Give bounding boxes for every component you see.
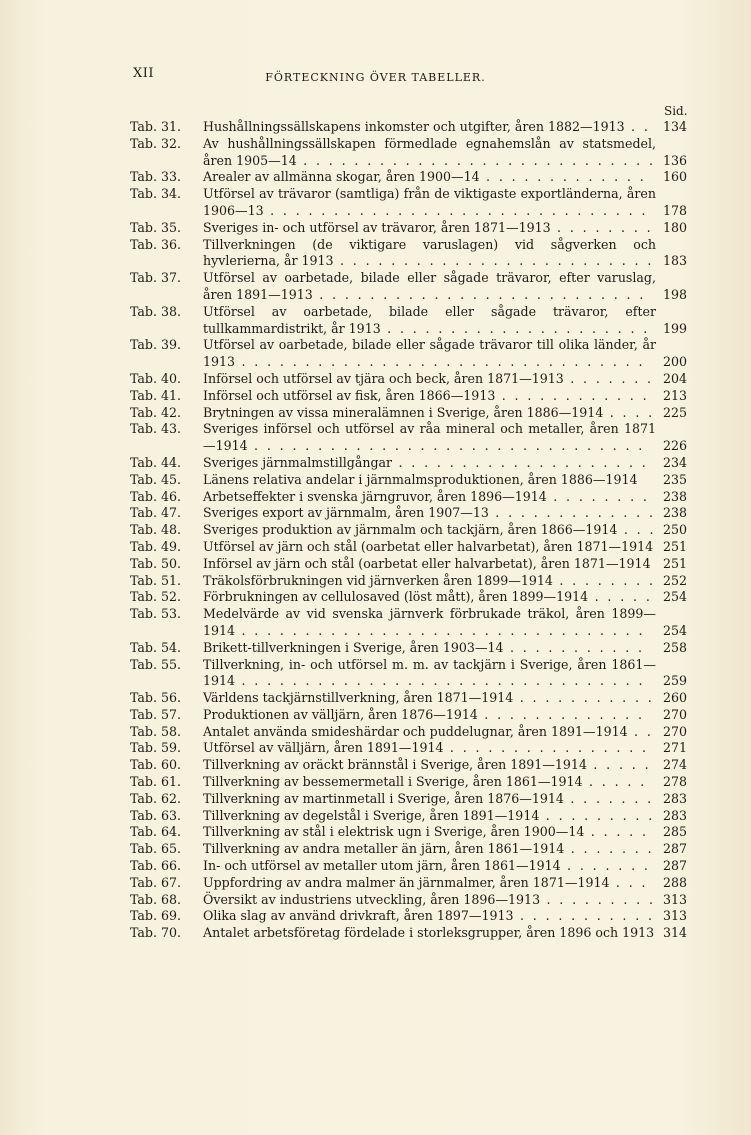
table-title xyxy=(203,808,656,825)
toc-entry xyxy=(0,119,751,136)
page-ref: 260 xyxy=(663,690,688,706)
table-title-text: Tillverkning av martinmetall i Sverige, åren 1876—1914 xyxy=(203,790,564,806)
table-number: Tab. 48. xyxy=(130,522,182,538)
page-number: XII xyxy=(133,66,155,81)
table-title-text: Tillverkning av degelstål i Sverige, åren 1891—1914 xyxy=(203,807,540,823)
table-number: Tab. 50. xyxy=(130,555,182,571)
table-number: Tab. 40. xyxy=(130,370,182,386)
toc-entry xyxy=(0,774,751,791)
dot-leader: . . . . . . . . . xyxy=(540,891,656,907)
toc-entry xyxy=(0,640,751,657)
table-title xyxy=(203,690,656,707)
table-title xyxy=(203,841,656,858)
table-title xyxy=(203,908,656,925)
table-number: Tab. 55. xyxy=(130,656,182,672)
dot-leader: . . . . . . . . . . . . . . . . . . . . . xyxy=(380,320,650,336)
toc-entry xyxy=(0,824,751,841)
table-number: Tab. 49. xyxy=(130,538,182,554)
toc-entry xyxy=(0,489,751,506)
page-ref: 250 xyxy=(663,522,688,538)
dot-leader: . . . . . . . xyxy=(563,370,654,386)
table-title-text: Länens relativa andelar i järnmalmsproduktionen, åren 1886—1914 xyxy=(203,471,638,487)
page-ref: 238 xyxy=(663,505,688,521)
table-number: Tab. 47. xyxy=(130,505,182,521)
dot-leader: . . . . . . . . . . . . . . . . . . . . . . . . . . . . xyxy=(296,152,656,168)
dot-leader: . . . . . . . xyxy=(560,858,651,874)
table-title-text: Tillverkning, in- och utförsel m. m. av tackjärn i Sverige, åren 1861—1914 xyxy=(203,656,656,689)
table-title xyxy=(203,892,656,909)
toc-entry xyxy=(0,757,751,774)
page-ref: 251 xyxy=(663,555,688,571)
toc-entry xyxy=(0,522,751,539)
table-title xyxy=(203,824,656,841)
dot-leader: . . . . . . . . . . . . . xyxy=(488,505,656,521)
dot-leader: . . . . . . . . . . . xyxy=(503,639,645,655)
dot-leader: . . . . . . . . . . . xyxy=(513,908,655,924)
toc-entry xyxy=(0,740,751,757)
table-title-text: Träkolsförbrukningen vid järnverken åren 1899—1914 xyxy=(203,572,553,588)
table-number: Tab. 54. xyxy=(130,639,182,655)
toc-entry xyxy=(0,808,751,825)
table-title-text: Antalet använda smideshärdar och puddelugnar, åren 1891—1914 xyxy=(203,723,628,739)
dot-leader: . . xyxy=(627,723,654,739)
page-ref: 252 xyxy=(663,572,688,588)
page-ref: 213 xyxy=(663,387,688,403)
page-ref: 235 xyxy=(663,471,688,487)
table-number: Tab. 61. xyxy=(130,774,182,790)
table-number: Tab. 33. xyxy=(130,169,182,185)
table-title xyxy=(203,337,656,371)
page-ref: 199 xyxy=(663,320,688,336)
page-ref: 254 xyxy=(663,622,688,638)
table-number: Tab. 58. xyxy=(130,723,182,739)
toc-entry xyxy=(0,472,751,489)
toc-entry xyxy=(0,573,751,590)
table-title-text: Utförsel av oarbetade, bilade eller sågade trävaror till olika länder, år 1913 xyxy=(203,337,656,370)
toc-entry xyxy=(0,136,751,170)
table-title-text: Arbetseffekter i svenska järngruvor, åren 1896—1914 xyxy=(203,488,547,504)
table-title xyxy=(203,472,656,489)
dot-leader: . . . . . . . . xyxy=(552,572,656,588)
toc-entry xyxy=(0,690,751,707)
toc-entry xyxy=(0,707,751,724)
table-title xyxy=(203,489,656,506)
page-ref: 271 xyxy=(663,740,688,756)
table-title-text: In- och utförsel av metaller utom järn, åren 1861—1914 xyxy=(203,858,561,874)
dot-leader: . . . . . . . . . . . . . . . . . . . . . . . . . . . . . . . . xyxy=(235,673,645,689)
table-title-text: Förbrukningen av cellulosaved (löst mått), åren 1899—1914 xyxy=(203,589,589,605)
dot-leader: . . . . . xyxy=(588,589,653,605)
toc-entry xyxy=(0,304,751,338)
toc-entry xyxy=(0,875,751,892)
table-title-text: Sveriges järnmalmstillgångar xyxy=(203,454,393,470)
toc-entry xyxy=(0,791,751,808)
table-number: Tab. 64. xyxy=(130,824,182,840)
page-ref: 136 xyxy=(663,152,688,168)
table-title xyxy=(203,119,656,136)
table-title-text: Utförsel av välljärn, åren 1891—1914 xyxy=(203,740,444,756)
page-ref: 270 xyxy=(663,706,688,722)
table-title-text: Medelvärde av vid svenska järnverk förbrukade träkol, åren 1899—1914 xyxy=(203,606,656,638)
table-title xyxy=(203,925,656,942)
toc-entry xyxy=(0,724,751,741)
toc-entry xyxy=(0,556,751,573)
table-number: Tab. 70. xyxy=(130,925,182,941)
table-title-text: Brytningen av vissa mineralämnen i Sverige, åren 1886—1914 xyxy=(203,404,604,420)
table-title xyxy=(203,707,656,724)
toc-entry xyxy=(0,908,751,925)
running-head: FÖRTECKNING ÖVER TABELLER. xyxy=(265,71,486,84)
table-number: Tab. 56. xyxy=(130,690,182,706)
table-title-text: Tillverkningen (de viktigare varuslagen) vid sågverken och hyvlerierna, år 1913 xyxy=(203,236,656,269)
toc-entry xyxy=(0,421,751,455)
toc-entry xyxy=(0,237,751,271)
table-title-text: Översikt av industriens utveckling, åren 1896—1913 xyxy=(203,891,541,907)
table-number: Tab. 35. xyxy=(130,219,182,235)
table-title xyxy=(203,875,656,892)
table-number: Tab. 68. xyxy=(130,891,182,907)
page-ref: 285 xyxy=(663,824,688,840)
toc-entry xyxy=(0,539,751,556)
table-number: Tab. 39. xyxy=(130,337,182,353)
page-ref: 180 xyxy=(663,219,688,235)
table-title-text: Produktionen av välljärn, åren 1876—1914 xyxy=(203,706,478,722)
table-title-text: Världens tackjärnstillverkning, åren 1871—1914 xyxy=(203,690,514,706)
toc-entry xyxy=(0,337,751,371)
page-ref: 270 xyxy=(663,723,688,739)
table-title-text: Införsel och utförsel av fisk, åren 1866—1913 xyxy=(203,387,496,403)
table-title-text: Införsel och utförsel av tjära och beck, åren 1871—1913 xyxy=(203,370,564,386)
toc-entry xyxy=(0,270,751,304)
page-ref: 134 xyxy=(663,119,688,134)
table-number: Tab. 67. xyxy=(130,874,182,890)
table-title xyxy=(203,270,656,304)
page-ref: 258 xyxy=(663,639,688,655)
table-number: Tab. 38. xyxy=(130,303,182,319)
table-title xyxy=(203,573,656,590)
dot-leader: . . . . . xyxy=(584,824,649,840)
page-ref: 278 xyxy=(663,774,688,790)
dot-leader: . . . . . . . . . . . . xyxy=(495,387,650,403)
dot-leader: . . . . . . . xyxy=(564,841,654,857)
table-title xyxy=(203,589,656,606)
table-title-text: Utförsel av oarbetade, bilade eller sågade trävaror, efter varuslag, åren 1891—1913 xyxy=(203,270,656,302)
table-title-text: Utförsel av oarbetade, bilade eller sågade trävaror, efter tullkammardistrikt, år 1913 xyxy=(203,303,656,336)
page-ref: 274 xyxy=(663,757,688,773)
dot-leader: . . . . . . . . . . . . . . . . . . . . . . . . . xyxy=(333,253,654,269)
page-ref: 225 xyxy=(663,404,688,420)
table-title xyxy=(203,774,656,791)
table-number: Tab. 62. xyxy=(130,790,182,806)
table-number: Tab. 45. xyxy=(130,471,182,487)
toc-entry xyxy=(0,169,751,186)
page-ref: 287 xyxy=(663,841,688,857)
table-number: Tab. 43. xyxy=(130,421,182,437)
table-title-text: Sveriges in- och utförsel av trävaror, åren 1871—1913 xyxy=(203,219,551,235)
toc-entry xyxy=(0,186,751,220)
toc-entry xyxy=(0,405,751,422)
table-title xyxy=(203,740,656,757)
page-ref: 283 xyxy=(663,790,688,806)
table-number: Tab. 37. xyxy=(130,270,182,286)
toc-entry xyxy=(0,220,751,237)
dot-leader: . . . . . . . . . . . . . . . . xyxy=(443,740,649,756)
toc-entry xyxy=(0,388,751,405)
toc-entry xyxy=(0,657,751,691)
page-ref: 178 xyxy=(663,202,688,218)
table-title xyxy=(203,237,656,271)
dot-leader: . . . . . . . xyxy=(563,790,654,806)
table-number: Tab. 44. xyxy=(130,454,182,470)
page-ref: 183 xyxy=(663,253,688,269)
table-title xyxy=(203,186,656,220)
page-ref: 204 xyxy=(663,370,688,386)
table-title xyxy=(203,556,656,573)
page-ref: 160 xyxy=(663,169,688,185)
toc-entry xyxy=(0,455,751,472)
toc-entry xyxy=(0,925,751,942)
dot-leader: . . . . . . . . . . . . . xyxy=(479,169,647,185)
page-ref: 234 xyxy=(663,454,688,470)
table-title-text: Arealer av allmänna skogar, åren 1900—14 xyxy=(203,169,480,185)
table-title-text: Utförsel av trävaror (samtliga) från de viktigaste exportländerna, åren 1906—13 xyxy=(203,186,656,218)
page-ref: 313 xyxy=(663,891,688,907)
toc-entry xyxy=(0,841,751,858)
page-ref: 198 xyxy=(663,286,688,302)
toc-entry xyxy=(0,505,751,522)
toc-entry xyxy=(0,371,751,388)
table-number: Tab. 65. xyxy=(130,841,182,857)
page-ref: 238 xyxy=(663,488,688,504)
table-title-text: Tillverkning av andra metaller än järn, åren 1861—1914 xyxy=(203,841,565,857)
table-title xyxy=(203,405,656,422)
page-ref: 313 xyxy=(663,908,688,924)
table-number: Tab. 60. xyxy=(130,757,182,773)
page-ref: 283 xyxy=(663,807,688,823)
dot-leader: . . . . . . . . . xyxy=(539,807,655,823)
table-number: Tab. 42. xyxy=(130,404,182,420)
table-title-text: Av hushållningssällskapen förmedlade egnahemslån av statsmedel, åren 1905—14 xyxy=(203,135,656,168)
table-title-text: Sveriges införsel och utförsel av råa mineral och metaller, åren 1871—1914 xyxy=(203,421,656,454)
table-title xyxy=(203,388,656,405)
table-title xyxy=(203,220,656,237)
toc-entry xyxy=(0,892,751,909)
dot-leader: . . . . . . . . . . . . . . . . . . . . . . . . . . . . . . . . xyxy=(235,622,645,638)
table-number: Tab. 34. xyxy=(130,186,182,202)
page-ref: 251 xyxy=(663,538,688,554)
page-ref: 254 xyxy=(663,589,688,605)
table-title xyxy=(203,421,656,455)
dot-leader: . . xyxy=(624,119,651,134)
dot-leader: . . . . . . . . . . . . . xyxy=(477,706,645,722)
dot-leader: . . . . . . . . xyxy=(546,488,650,504)
table-list xyxy=(0,119,751,942)
table-number: Tab. 46. xyxy=(130,488,182,504)
dot-leader: . . . xyxy=(617,522,656,538)
dot-leader: . . . . . . . . . . . . . . . . . . . . xyxy=(392,454,649,470)
dot-leader: . . . . . . . . . . . xyxy=(513,690,655,706)
table-title-text: Antalet arbetsföretag fördelade i storleksgrupper, åren 1896 och 1913 xyxy=(203,925,655,941)
table-title xyxy=(203,791,656,808)
table-title-text: Införsel av järn och stål (oarbetat eller halvarbetat), åren 1871—1914 xyxy=(203,555,651,571)
table-number: Tab. 66. xyxy=(130,858,182,874)
table-title xyxy=(203,757,656,774)
dot-leader: . . . . . . . . . . . . . . . . . . . . . . . . . . . . . . xyxy=(263,202,648,218)
table-title-text: Utförsel av järn och stål (oarbetat eller halvarbetat), åren 1871—1914 xyxy=(203,538,654,554)
table-title xyxy=(203,858,656,875)
dot-leader: . . . . xyxy=(603,404,655,420)
table-number: Tab. 32. xyxy=(130,135,182,151)
table-number: Tab. 63. xyxy=(130,807,182,823)
table-number: Tab. 41. xyxy=(130,387,182,403)
toc-entry xyxy=(0,606,751,640)
page-column-heading: Sid. xyxy=(664,104,688,118)
table-title-text: Tillverkning av bessemermetall i Sverige, åren 1861—1914 xyxy=(203,774,583,790)
dot-leader: . . . . . . . . . . . . . . . . . . . . . . . . . . xyxy=(312,286,646,302)
page-ref: 200 xyxy=(663,354,688,370)
table-title xyxy=(203,371,656,388)
table-title-text: Tillverkning av stål i elektrisk ugn i Sverige, åren 1900—14 xyxy=(203,824,585,840)
table-number: Tab. 53. xyxy=(130,606,182,622)
table-title xyxy=(203,640,656,657)
table-title xyxy=(203,455,656,472)
page-ref: 259 xyxy=(663,673,688,689)
table-title xyxy=(203,539,656,556)
table-title-text: Uppfordring av andra malmer än järnmalmer, åren 1871—1914 xyxy=(203,874,610,890)
table-title xyxy=(203,505,656,522)
page-ref: 226 xyxy=(663,438,688,454)
table-title-text: Tillverkning av oräckt brännstål i Sverige, åren 1891—1914 xyxy=(203,757,587,773)
dot-leader: . . . xyxy=(609,874,648,890)
table-number: Tab. 59. xyxy=(130,740,182,756)
table-number: Tab. 51. xyxy=(130,572,182,588)
table-title xyxy=(203,304,656,338)
dot-leader: . . . . . . . . . . . . . . . . . . . . . . . . . . . . . . . . xyxy=(235,354,645,370)
table-number: Tab. 36. xyxy=(130,236,182,252)
table-title xyxy=(203,136,656,170)
dot-leader: . . . . . xyxy=(586,757,652,773)
table-title-text: Sveriges produktion av järnmalm och tackjärn, åren 1866—1914 xyxy=(203,522,618,538)
table-title xyxy=(203,724,656,741)
page-ref: 288 xyxy=(663,874,688,890)
table-title xyxy=(203,606,656,640)
table-title-text: Sveriges export av järnmalm, åren 1907—13 xyxy=(203,505,489,521)
table-title-text: Brikett-tillverkningen i Sverige, åren 1903—14 xyxy=(203,639,504,655)
toc-entry xyxy=(0,858,751,875)
table-number: Tab. 57. xyxy=(130,706,182,722)
dot-leader: . . . . . . . . xyxy=(550,219,654,235)
page-ref: 287 xyxy=(663,858,688,874)
dot-leader: . . . . . . . . . . . . . . . . . . . . . . . . . . . . . . . xyxy=(247,438,645,454)
table-title xyxy=(203,657,656,691)
table-number: Tab. 69. xyxy=(130,908,182,924)
table-title xyxy=(203,169,656,186)
table-title-text: Hushållningssällskapens inkomster och utgifter, åren 1882—1913 xyxy=(203,119,625,134)
toc-entry xyxy=(0,589,751,606)
page-ref: 314 xyxy=(663,925,688,941)
table-number: Tab. 52. xyxy=(130,589,182,605)
dot-leader: . . . . . xyxy=(582,774,647,790)
table-title-text: Olika slag av använd drivkraft, åren 1897—1913 xyxy=(203,908,514,924)
table-number: Tab. 31. xyxy=(130,119,182,134)
table-title xyxy=(203,522,656,539)
